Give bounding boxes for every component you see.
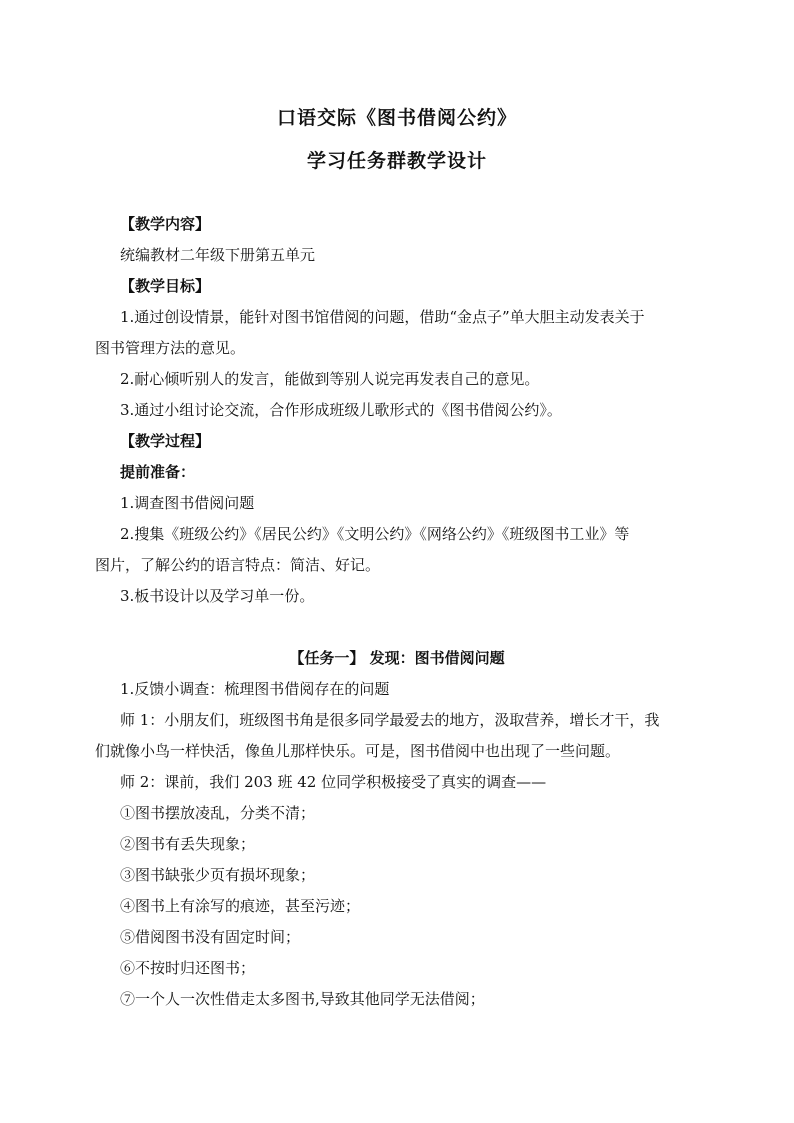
paragraph: 3.板书设计以及学习单一份。 — [120, 587, 315, 605]
section-heading-goals: 【教学目标】 — [120, 277, 211, 295]
paragraph: 1.通过创设情景，能针对图书馆借阅的问题，借助“金点子”单大胆主动发表关于 — [120, 308, 645, 326]
paragraph-continuation: 图书管理方法的意见。 — [95, 339, 246, 357]
list-item: ⑥不按时归还图书； — [120, 959, 256, 977]
list-item: ③图书缺张少页有损坏现象； — [120, 866, 316, 884]
list-item: ⑤借阅图书没有固定时间； — [120, 928, 301, 946]
paragraph: 1.调查图书借阅问题 — [120, 494, 255, 512]
list-item: ⑦一个人一次性借走太多图书,导致其他同学无法借阅； — [120, 990, 485, 1008]
paragraph-continuation: 们就像小鸟一样快活，像鱼儿那样快乐。可是，图书借阅中也出现了一些问题。 — [95, 742, 621, 760]
section-heading-content: 【教学内容】 — [120, 215, 211, 233]
paragraph: 2.搜集《班级公约》《居民公约》《文明公约》《网络公约》《班级图书工业》等 — [120, 525, 630, 543]
task-one-heading: 【任务一】 发现：图书借阅问题 — [289, 649, 505, 667]
paragraph: 2.耐心倾听别人的发言，能做到等别人说完再发表自己的意见。 — [120, 370, 540, 388]
list-item: ④图书上有涂写的痕迹，甚至污迹； — [120, 897, 361, 915]
paragraph: 师 2：课前，我们 203 班 42 位同学积极接受了真实的调查—— — [120, 773, 547, 791]
subheading-preparation: 提前准备： — [120, 463, 196, 481]
document-title: 口语交际《图书借阅公约》 — [276, 107, 517, 129]
paragraph: 统编教材二年级下册第五单元 — [120, 246, 316, 264]
document-subtitle: 学习任务群教学设计 — [306, 150, 487, 172]
list-item: ②图书有丢失现象； — [120, 835, 256, 853]
paragraph: 1.反馈小调查：梳理图书借阅存在的问题 — [120, 680, 390, 698]
paragraph-continuation: 图片，了解公约的语言特点：简洁、好记。 — [95, 556, 381, 574]
section-heading-process: 【教学过程】 — [120, 432, 211, 450]
paragraph: 3.通过小组讨论交流，合作形成班级儿歌形式的《图书借阅公约》。 — [120, 401, 562, 419]
list-item: ①图书摆放凌乱，分类不清； — [120, 804, 316, 822]
paragraph: 师 1：小朋友们，班级图书角是很多同学最爱去的地方，汲取营养，增长才干，我 — [120, 711, 660, 729]
